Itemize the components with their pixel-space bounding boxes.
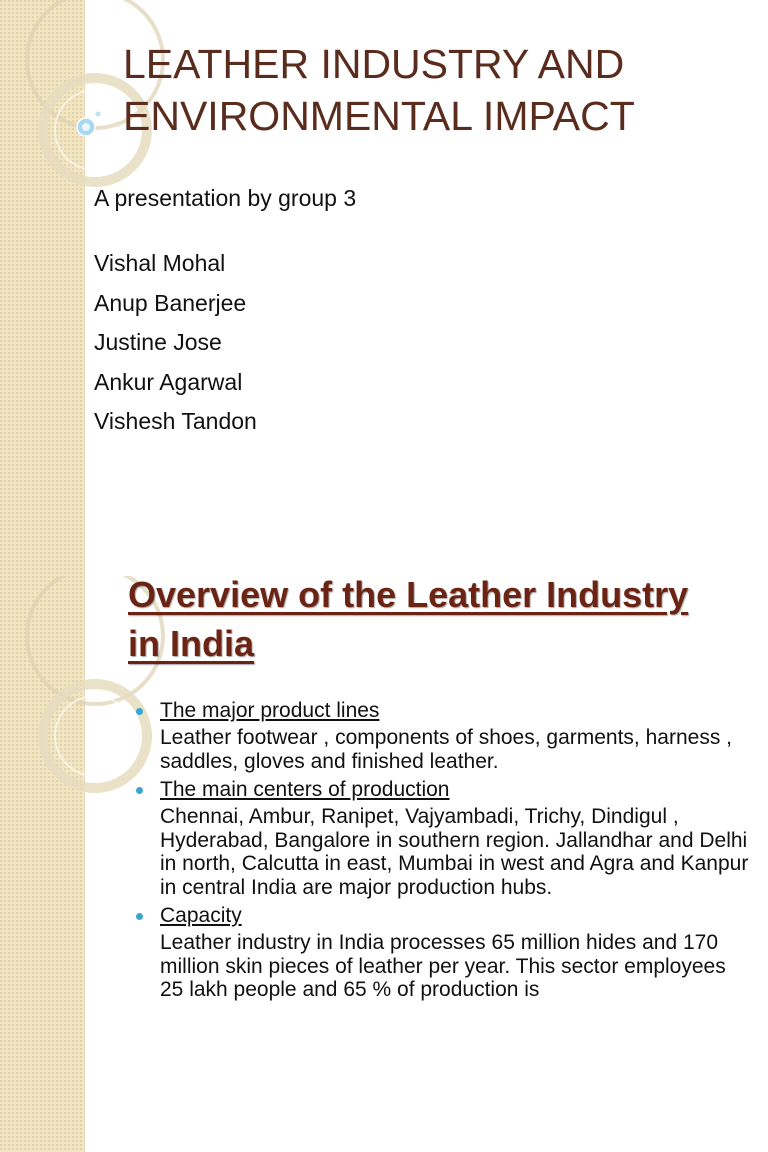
slide-title: LEATHER INDUSTRY AND ENVIRONMENTAL IMPACT [123, 41, 635, 139]
bullet-dot-icon [136, 913, 143, 920]
bullet-body: Chennai, Ambur, Ranipet, Vajyambadi, Trichy, Dindigul , Hyderabad, Bangalore in southern region. Jallandhar and Delhi in north, Calcutta in east, Mumbai in west and Agra and Kanpur in central India are major production hubs. [160, 805, 749, 899]
bullet-body: Leather footwear , components of shoes, garments, harness , saddles, gloves and finished leather. [160, 726, 732, 773]
member-name: Justine Jose [94, 329, 222, 355]
bullet-dot-icon [136, 787, 143, 794]
member-name: Ankur Agarwal [94, 368, 243, 395]
presentation-subtitle: A presentation by group 3 [94, 185, 357, 211]
decorative-side-strip [0, 576, 85, 1152]
decorative-side-strip [0, 0, 85, 576]
list-item [136, 776, 751, 899]
slide-body [94, 180, 734, 442]
member-name: Vishal Mohal [94, 250, 226, 276]
bullet-heading: Capacity [160, 904, 242, 927]
bullet-heading: The main centers of production [160, 778, 450, 801]
member-name: Vishesh Tandon [94, 408, 257, 434]
bullet-dot-icon [136, 708, 143, 715]
list-item [136, 697, 751, 773]
slide-title: Overview of the Leather Industry in India [128, 574, 689, 664]
bullet-heading: The major product lines [160, 699, 380, 722]
bullet-list [136, 697, 751, 1005]
list-item [136, 902, 751, 1002]
member-name: Anup Banerjee [94, 289, 247, 316]
bullet-body: Leather industry in India processes 65 million hides and 170 million skin pieces of leather per year. This sector employees 25 lakh people and 65 % of production is [160, 931, 726, 1001]
